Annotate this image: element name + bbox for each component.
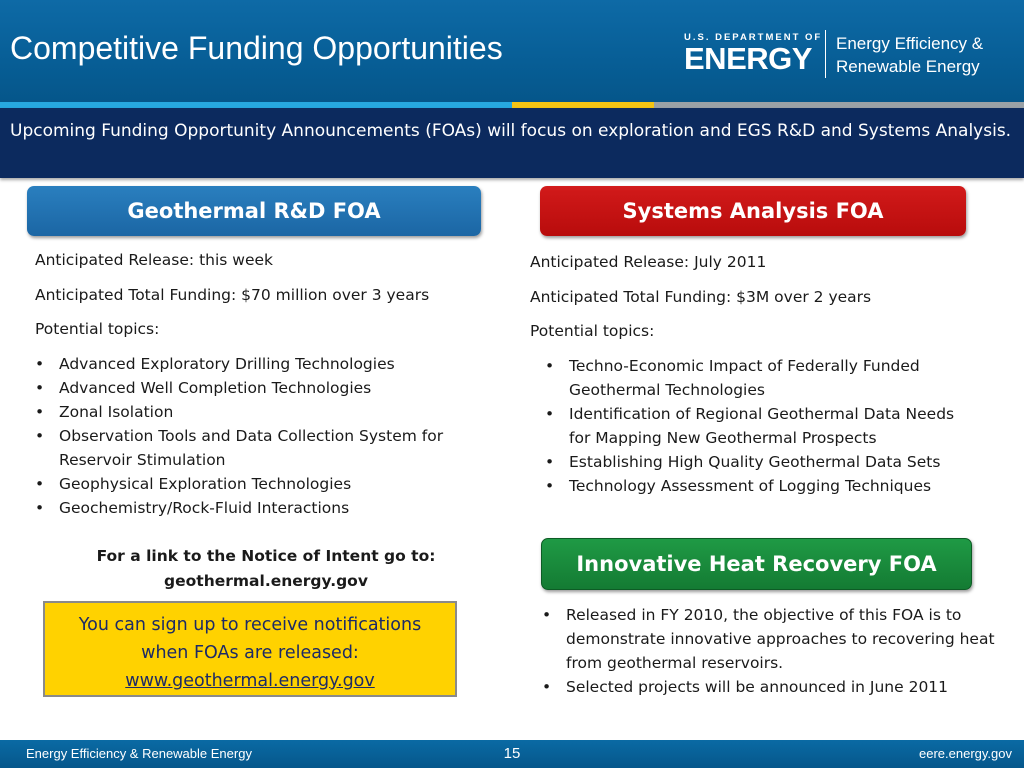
notify-line-2: when FOAs are released:	[141, 643, 359, 663]
geothermal-foa-heading: Geothermal R&D FOA	[27, 186, 481, 236]
notify-line-1: You can sign up to receive notifications	[78, 615, 422, 635]
systems-topic-item: • Identification of Regional Geothermal Data Needs for Mapping New Geothermal Prospects	[531, 402, 971, 450]
heat-recovery-item: • Released in FY 2010, the objective of this FOA is to demonstrate innovative approaches to recovering heat from geothermal reservoirs.	[528, 603, 1014, 675]
systems-topics-label: Potential topics:	[530, 322, 655, 340]
doe-logo-top: U.S. DEPARTMENT OF	[684, 32, 823, 43]
geothermal-topic-item: • Zonal Isolation	[21, 400, 481, 424]
heat-recovery-item: • Selected projects will be announced in June 2011	[528, 675, 1014, 699]
systems-analysis-foa-heading: Systems Analysis FOA	[540, 186, 966, 236]
systems-funding: Anticipated Total Funding: $3M over 2 years	[530, 288, 872, 306]
eere-line-2: Renewable Energy	[836, 57, 980, 76]
slide-footer	[0, 740, 1024, 768]
doe-logo-main: ENERGY	[684, 41, 812, 76]
systems-topic-item: • Establishing High Quality Geothermal Data Sets	[531, 450, 971, 474]
geothermal-funding: Anticipated Total Funding: $70 million over 3 years	[35, 286, 430, 304]
systems-topics-list	[531, 354, 971, 498]
footer-org: Energy Efficiency & Renewable Energy	[26, 746, 252, 761]
doe-logo	[684, 32, 823, 76]
page-number: 15	[503, 745, 521, 762]
geothermal-topic-item: • Geophysical Exploration Technologies	[21, 472, 481, 496]
systems-topic-item: • Technology Assessment of Logging Techniques	[531, 474, 971, 498]
eere-line-1: Energy Efficiency &	[836, 34, 984, 53]
geothermal-topic-item: • Observation Tools and Data Collection System for Reservoir Stimulation	[21, 424, 481, 472]
heat-recovery-foa-heading: Innovative Heat Recovery FOA	[541, 538, 972, 590]
systems-topic-item: • Techno-Economic Impact of Federally Funded Geothermal Technologies	[531, 354, 971, 402]
geothermal-topic-item: • Advanced Well Completion Technologies	[21, 376, 481, 400]
notification-box	[43, 601, 457, 697]
slide-header	[0, 0, 1024, 102]
heat-recovery-list	[528, 603, 1014, 699]
footer-url: eere.energy.gov	[919, 746, 1012, 761]
logo-divider	[825, 30, 826, 78]
geothermal-topics-label: Potential topics:	[35, 320, 160, 338]
slide-title: Competitive Funding Opportunities	[10, 30, 503, 66]
systems-release: Anticipated Release: July 2011	[530, 253, 767, 271]
geothermal-release: Anticipated Release: this week	[35, 251, 274, 269]
notice-line-2: geothermal.energy.gov	[164, 572, 368, 590]
eere-logo-text	[836, 32, 983, 78]
subtitle-text: Upcoming Funding Opportunity Announcements (FOAs) will focus on exploration and EGS R&D and Systems Analysis.	[10, 121, 1012, 141]
notice-of-intent	[88, 544, 444, 594]
subtitle-band	[0, 108, 1024, 178]
notify-link[interactable]: www.geothermal.energy.gov	[125, 671, 375, 691]
geothermal-topic-item: • Geochemistry/Rock-Fluid Interactions	[21, 496, 481, 520]
geothermal-topics-list	[21, 352, 481, 520]
notice-line-1: For a link to the Notice of Intent go to:	[96, 547, 436, 565]
geothermal-topic-item: • Advanced Exploratory Drilling Technologies	[21, 352, 481, 376]
